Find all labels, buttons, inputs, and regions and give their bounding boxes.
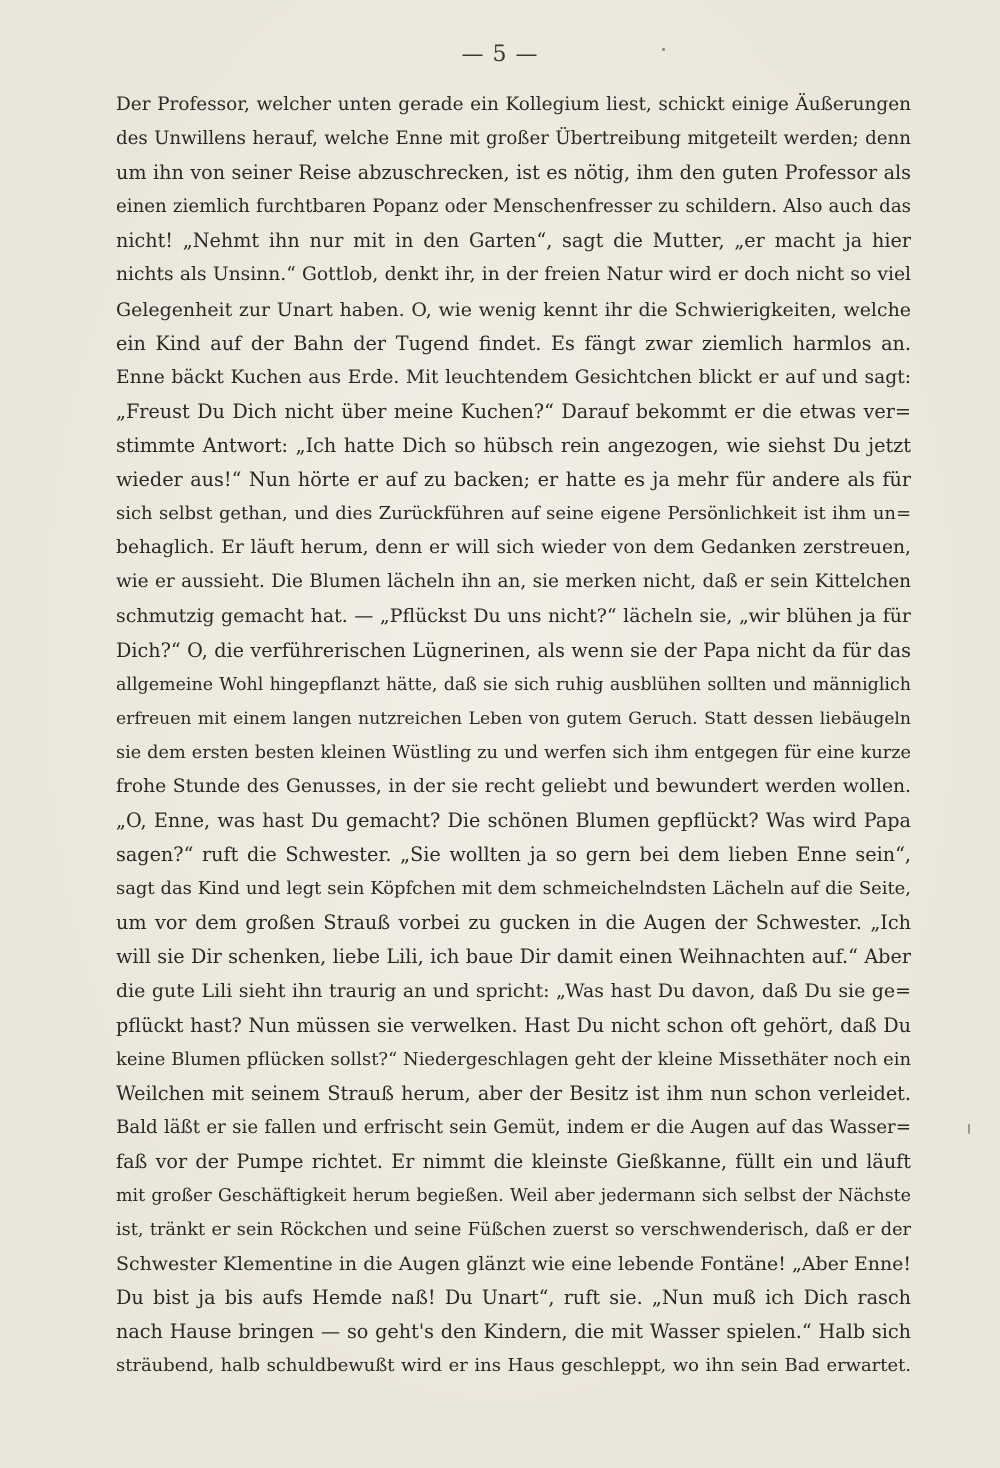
text-line: einen ziemlich furchtbaren Popanz oder Menschenfresser zu schildern. Also auch das — [116, 196, 911, 218]
text-line: sträubend, halb schuldbewußt wird er ins Haus geschleppt, wo ihn sein Bad erwartet. — [116, 1355, 911, 1377]
text-line: „Freust Du Dich nicht über meine Kuchen?“ Darauf bekommt er die etwas ver= — [116, 399, 911, 423]
text-line: keine Blumen pflücken sollst?“ Niedergeschlagen geht der kleine Missethäter noch ein — [116, 1048, 911, 1070]
text-line: faß vor der Pumpe richtet. Er nimmt die kleinste Gießkanne, füllt ein und läuft — [116, 1149, 911, 1173]
text-line: behaglich. Er läuft herum, denn er will sich wieder von dem Gedanken zerstreuen, — [116, 537, 911, 559]
text-line: Bald läßt er sie fallen und erfrischt sein Gemüt, indem er die Augen auf das Wasser= — [116, 1116, 911, 1138]
text-line: Schwester Klementine in die Augen glänzt wie eine lebende Fontäne! „Aber Enne! — [116, 1253, 911, 1276]
text-line: Gelegenheit zur Unart haben. O, wie wenig kennt ihr die Schwierigkeiten, welche — [116, 298, 911, 321]
text-line: nichts als Unsinn.“ Gottlob, denkt ihr, in der freien Natur wird er doch nicht so viel — [116, 264, 911, 286]
text-line: will sie Dir schenken, liebe Lili, ich baue Dir damit einen Weihnachten auf.“ Aber — [116, 945, 911, 969]
text-line: sie dem ersten besten kleinen Wüstling zu und werfen sich ihm entgegen für eine kurze — [116, 742, 911, 763]
body-text — [116, 88, 911, 1384]
text-line: nach Hause bringen — so geht's den Kindern, die mit Wasser spielen.“ Halb sich — [116, 1320, 911, 1344]
text-line: ist, tränkt er sein Röckchen und seine Füßchen zuerst so verschwenderisch, daß er der — [116, 1220, 911, 1241]
text-line: die gute Lili sieht ihn traurig an und spricht: „Was hast Du davon, daß Du sie ge= — [116, 980, 911, 1003]
text-line: „O, Enne, was hast Du gemacht? Die schönen Blumen gepflückt? Was wird Papa — [116, 808, 911, 832]
text-line: um ihn von seiner Reise abzuschrecken, ist es nötig, ihm den guten Professor als — [116, 161, 911, 185]
page-number: — 5 — — [461, 42, 539, 67]
text-line: um vor dem großen Strauß vorbei zu gucken in die Augen der Schwester. „Ich — [116, 911, 911, 935]
text-line: sagt das Kind und legt sein Köpfchen mit dem schmeichelndsten Lächeln auf die Seite, — [116, 878, 911, 900]
text-line: ein Kind auf der Bahn der Tugend findet. Es fängt zwar ziemlich harmlos an. — [116, 331, 911, 355]
text-line: sich selbst gethan, und dies Zurückführen auf seine eigene Persönlichkeit ist ihm un= — [116, 503, 911, 525]
text-line: Enne bäckt Kuchen aus Erde. Mit leuchtendem Gesichtchen blickt er auf und sagt: — [116, 366, 911, 388]
text-line: allgemeine Wohl hingepflanzt hätte, daß sie sich ruhig ausblühen sollten und männiglich — [116, 674, 911, 695]
text-line: Dich?“ O, die verführerischen Lügnerinen, als wenn sie der Papa nicht da für das — [116, 638, 911, 662]
paper-speck — [662, 48, 665, 51]
text-line: des Unwillens herauf, welche Enne mit großer Übertreibung mitgeteilt werden; denn — [116, 128, 911, 150]
text-line: schmutzig gemacht hat. — „Pflückst Du uns nicht?“ lächeln sie, „wir blühen ja für — [116, 605, 911, 628]
text-line: Du bist ja bis aufs Hemde naß! Du Unart“, ruft sie. „Nun muß ich Dich rasch — [116, 1286, 911, 1310]
text-line: Weilchen mit seinem Strauß herum, aber der Besitz ist ihm nun schon verleidet. — [116, 1081, 911, 1105]
text-line: erfreuen mit einem langen nutzreichen Leben von gutem Geruch. Statt dessen liebäugeln — [116, 708, 911, 729]
text-line: mit großer Geschäftigkeit herum begießen. Weil aber jedermann sich selbst der Nächste — [116, 1186, 911, 1206]
text-line: wieder aus!“ Nun hörte er auf zu backen; er hatte es ja mehr für andere als für — [116, 468, 911, 492]
text-line: stimmte Antwort: „Ich hatte Dich so hübsch rein angezogen, wie siehst Du jetzt — [116, 433, 911, 457]
text-line: pflückt hast? Nun müssen sie verwelken. Hast Du nicht schon oft gehört, daß Du — [116, 1013, 911, 1037]
text-line: Der Professor, welcher unten gerade ein Kollegium liest, schickt einige Äußerungen — [116, 94, 911, 115]
text-line: wie er aussieht. Die Blumen lächeln ihn an, sie merken nicht, daß er sein Kittelchen — [116, 571, 911, 593]
paper-speck — [968, 1124, 970, 1134]
text-line: sagen?“ ruft die Schwester. „Sie wollten ja so gern bei dem lieben Enne sein“, — [116, 843, 911, 867]
text-line: frohe Stunde des Genusses, in der sie recht geliebt und bewundert werden wollen. — [116, 775, 911, 797]
text-line: nicht! „Nehmt ihn nur mit in den Garten“, sagt die Mutter, „er macht ja hier — [116, 229, 911, 253]
